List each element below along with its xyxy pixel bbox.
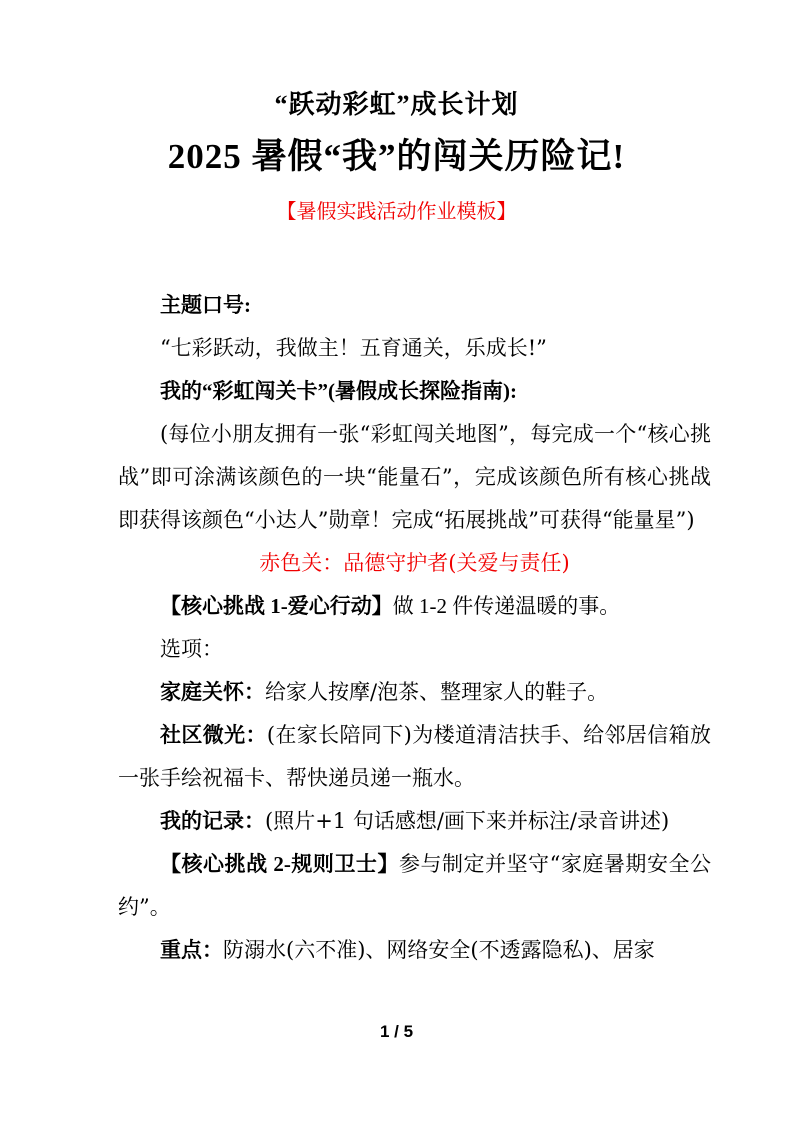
title-block — [0, 0, 793, 226]
slogan-heading-paragraph — [118, 284, 711, 327]
option-community-label: 社区微光： — [160, 723, 267, 747]
challenge2-label: 【核心挑战 2-规则卫士】 — [160, 852, 399, 876]
challenge1-label: 【核心挑战 1-爱心行动】 — [160, 594, 393, 618]
option-family-paragraph — [118, 671, 711, 714]
focus-text: 防溺水(六不准)、网络安全(不透露隐私)、居家 — [223, 938, 655, 962]
document-body — [118, 284, 711, 972]
challenge1-paragraph — [118, 585, 711, 628]
page-number: 1 / 5 — [379, 1022, 414, 1041]
options-label: 选项： — [160, 637, 223, 661]
guide-heading-paragraph — [118, 370, 711, 413]
record-label: 我的记录： — [160, 809, 265, 833]
challenge1-text: 做 1-2 件传递温暖的事。 — [392, 594, 621, 618]
challenge2-text: 参与制定并坚守“家庭暑期安全公约”。 — [118, 852, 711, 919]
options-label-paragraph — [118, 628, 711, 671]
record-text: (照片+1 句话感想/画下来并标注/录音讲述) — [265, 809, 670, 833]
challenge2-paragraph — [118, 843, 711, 929]
option-community-text: (在家长陪同下)为楼道清洁扶手、给邻居信箱放一张手绘祝福卡、帮快递员递一瓶水。 — [118, 723, 712, 790]
slogan-text-paragraph: “七彩跃动，我做主！五育通关，乐成长!” — [160, 336, 547, 360]
level-red-title: 赤色关：品德守护者(关爱与责任) — [259, 551, 570, 575]
focus-label: 重点： — [160, 938, 223, 962]
option-community-paragraph — [118, 714, 711, 800]
doc-title-line1: “跃动彩虹”成长计划 — [274, 90, 519, 119]
doc-subtitle: 【暑假实践活动作业模板】 — [276, 201, 517, 223]
focus-paragraph — [118, 929, 711, 972]
option-family-text: 给家人按摩/泡茶、整理家人的鞋子。 — [265, 680, 609, 704]
record-paragraph — [118, 800, 711, 843]
guide-heading: 我的“彩虹闯关卡”(暑假成长探险指南): — [160, 379, 517, 403]
option-family-label: 家庭关怀： — [160, 680, 265, 704]
slogan-label: 主题口号: — [160, 293, 251, 317]
guide-intro-paragraph: (每位小朋友拥有一张“彩虹闯关地图”，每完成一个“核心挑战”即可涂满该颜色的一块“能量石”，完成该颜色所有核心挑战即获得该颜色“小达人”勋章！完成“拓展挑战”可获得“能量星”) — [118, 422, 711, 532]
doc-title-line2: 2025 暑假“我”的闯关历险记! — [167, 137, 626, 176]
